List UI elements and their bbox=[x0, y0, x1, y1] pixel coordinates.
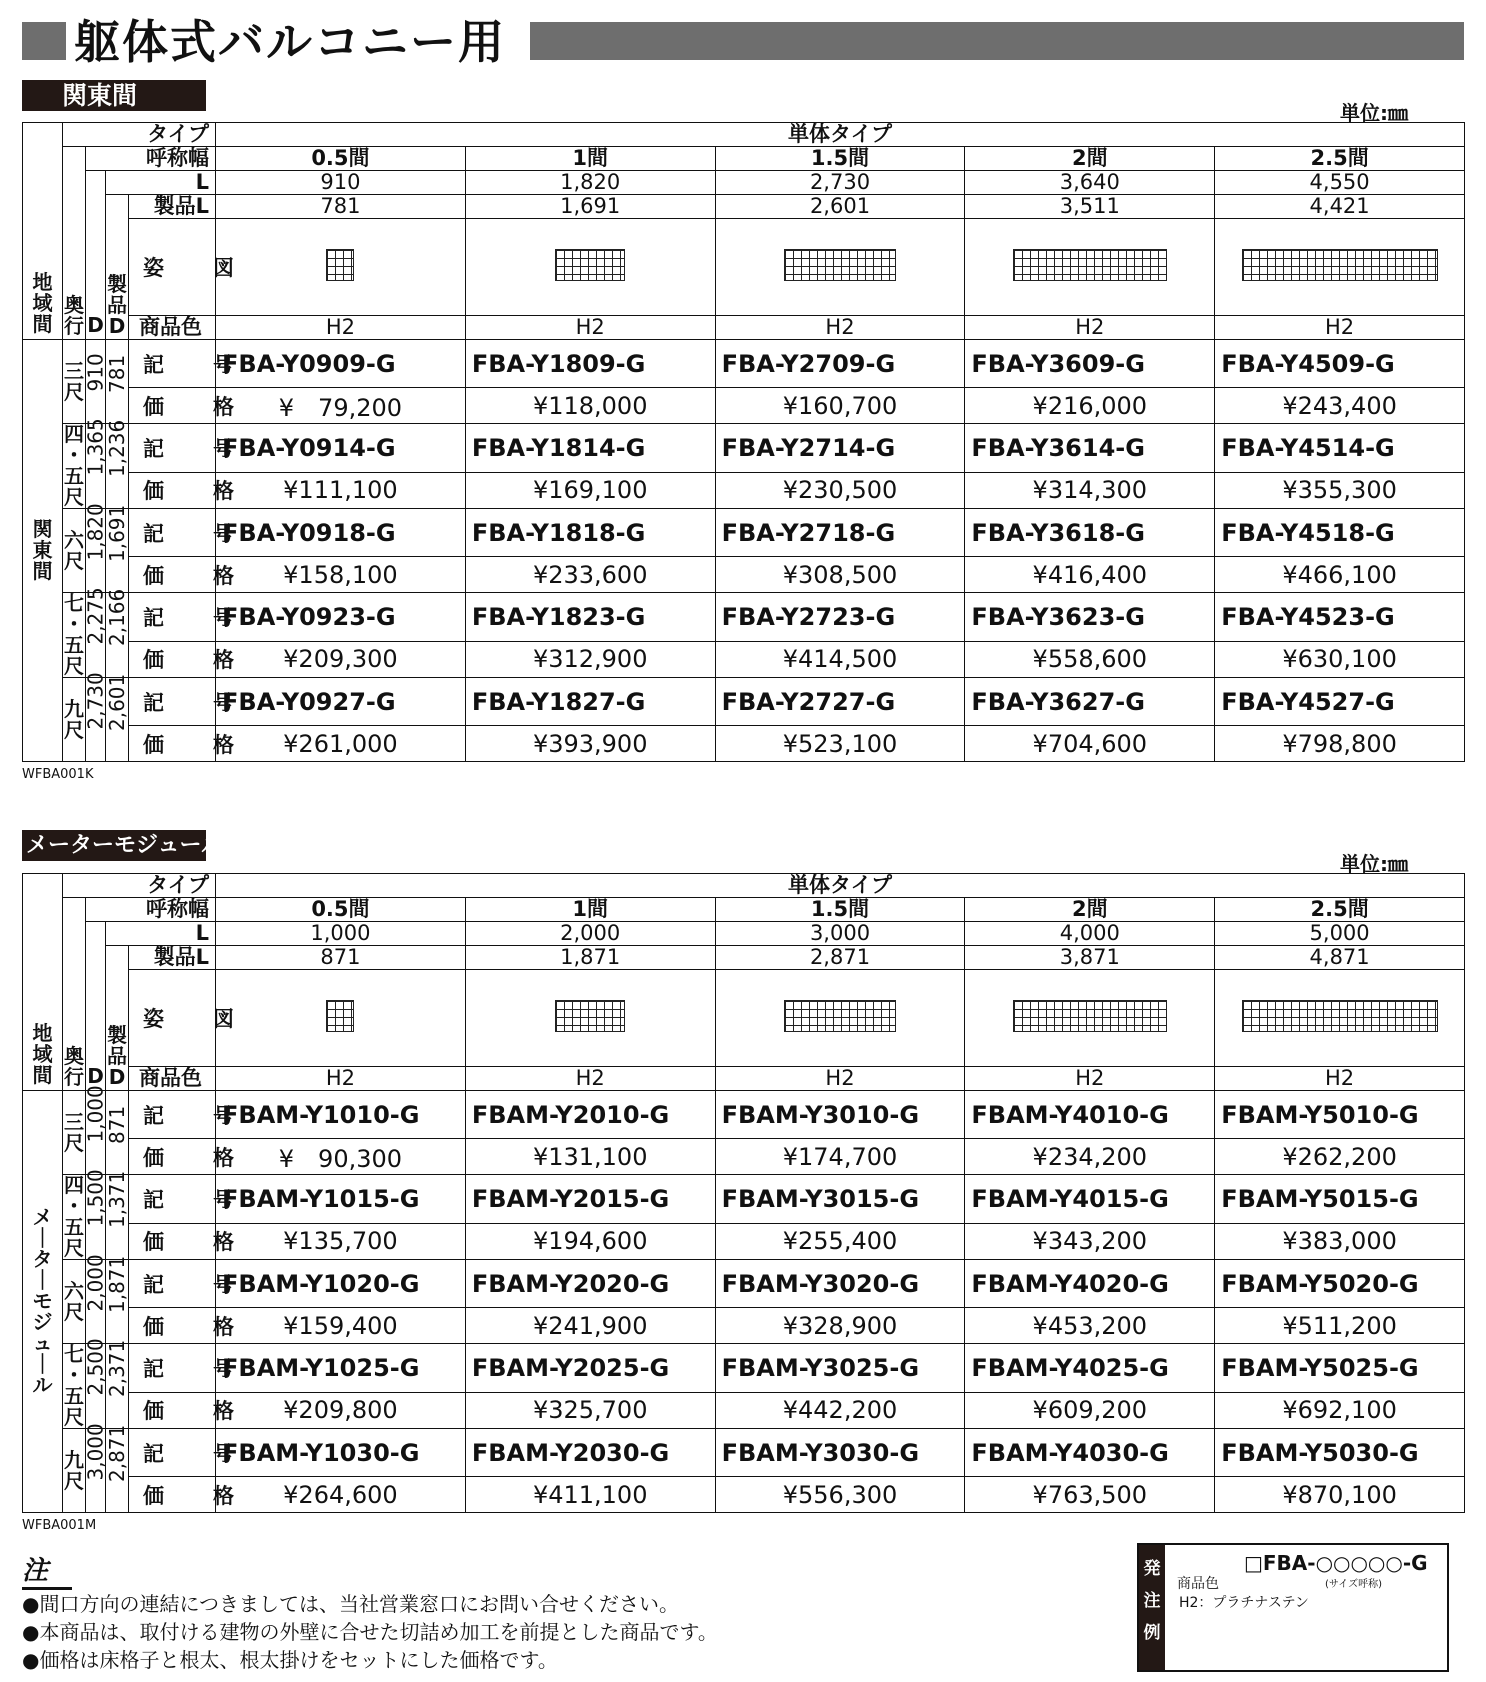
price: ¥556,300 bbox=[715, 1477, 965, 1513]
price: ¥355,300 bbox=[1215, 472, 1465, 508]
kakaku-label: 価 格 bbox=[129, 1308, 216, 1344]
size-product-l: 1,871 bbox=[465, 946, 715, 970]
price-table-meter bbox=[22, 873, 1465, 1513]
product-code: FBAM-Y4020-G bbox=[965, 1260, 1215, 1308]
product-code: FBAM-Y1015-G bbox=[216, 1175, 466, 1224]
row-depth: 九 尺 bbox=[64, 1447, 84, 1493]
price: ¥343,200 bbox=[965, 1223, 1215, 1259]
product-code: FBAM-Y3025-G bbox=[715, 1344, 965, 1393]
product-code: FBA-Y3623-G bbox=[965, 593, 1215, 642]
section-tag-meter: メーターモジュール bbox=[22, 830, 206, 861]
size-color: H2 bbox=[965, 316, 1215, 340]
product-code: FBA-Y4518-G bbox=[1215, 509, 1465, 557]
size-l: 3,000 bbox=[715, 922, 965, 946]
product-code: FBA-Y1827-G bbox=[465, 678, 715, 726]
size-name: 2間 bbox=[965, 898, 1215, 922]
size-l: 3,640 bbox=[965, 171, 1215, 195]
kigo-label: 記 号 bbox=[129, 509, 216, 557]
size-name: 2.5間 bbox=[1215, 147, 1465, 171]
size-product-l: 4,871 bbox=[1215, 946, 1465, 970]
grating-figure-icon bbox=[326, 249, 354, 281]
kigo-label: 記 号 bbox=[129, 424, 216, 473]
header-block bbox=[22, 22, 66, 60]
size-l: 2,730 bbox=[715, 171, 965, 195]
product-code: FBAM-Y2025-G bbox=[465, 1344, 715, 1393]
size-l: 5,000 bbox=[1215, 922, 1465, 946]
order-color-label: 商品色 bbox=[1177, 1576, 1219, 1592]
product-code: FBA-Y2709-G bbox=[715, 340, 965, 388]
kigo-label: 記 号 bbox=[129, 1175, 216, 1224]
size-name: 0.5間 bbox=[216, 147, 466, 171]
size-color: H2 bbox=[465, 1067, 715, 1091]
order-size-note: (サイズ呼称) bbox=[1325, 1579, 1383, 1590]
size-name: 2.5間 bbox=[1215, 898, 1465, 922]
price: ¥194,600 bbox=[465, 1223, 715, 1259]
row-d: 1,820 bbox=[83, 502, 108, 560]
price: ¥312,900 bbox=[465, 641, 715, 677]
product-code: FBAM-Y5025-G bbox=[1215, 1344, 1465, 1393]
row-d: 1,500 bbox=[83, 1169, 108, 1227]
product-code: FBA-Y4527-G bbox=[1215, 678, 1465, 726]
price: ¥261,000 bbox=[216, 726, 466, 762]
col-pd-header: 製 品 D bbox=[107, 272, 127, 338]
row-d: 2,275 bbox=[83, 587, 108, 645]
price: ¥416,400 bbox=[965, 557, 1215, 593]
col-d-header: D bbox=[86, 171, 106, 340]
product-code: FBAM-Y5015-G bbox=[1215, 1175, 1465, 1224]
row-pd: 1,236 bbox=[105, 419, 129, 477]
kakaku-label: 価 格 bbox=[129, 557, 216, 593]
kakaku-label: 価 格 bbox=[129, 726, 216, 762]
row-pd: 781 bbox=[105, 354, 129, 393]
price: ¥393,900 bbox=[465, 726, 715, 762]
size-product-l: 3,511 bbox=[965, 195, 1215, 219]
color-label: 商品色 bbox=[129, 316, 216, 340]
kakaku-label: 価 格 bbox=[129, 1392, 216, 1428]
price: ¥135,700 bbox=[216, 1223, 466, 1259]
row-d: 2,500 bbox=[83, 1338, 108, 1396]
size-l: 4,550 bbox=[1215, 171, 1465, 195]
size-product-l: 3,871 bbox=[965, 946, 1215, 970]
product-code: FBA-Y2718-G bbox=[715, 509, 965, 557]
price: ¥870,100 bbox=[1215, 1477, 1465, 1513]
product-code: FBAM-Y5030-G bbox=[1215, 1429, 1465, 1477]
grating-figure-icon bbox=[555, 249, 625, 281]
grating-figure-icon bbox=[1242, 249, 1438, 281]
grating-figure-icon bbox=[1013, 249, 1167, 281]
type-label: タイプ bbox=[63, 123, 216, 147]
kakaku-label: 価 格 bbox=[129, 1477, 216, 1513]
grating-figure-icon bbox=[784, 249, 896, 281]
grating-figure-icon bbox=[784, 1000, 896, 1032]
row-pd: 2,601 bbox=[105, 673, 129, 731]
region-name: 関 東 間 bbox=[32, 517, 53, 583]
product-code: FBA-Y2727-G bbox=[715, 678, 965, 726]
product-code: FBA-Y1818-G bbox=[465, 509, 715, 557]
price: ¥414,500 bbox=[715, 641, 965, 677]
row-pd: 871 bbox=[105, 1105, 129, 1144]
col-d-header: D bbox=[86, 922, 106, 1091]
product-code: FBAM-Y4025-G bbox=[965, 1344, 1215, 1393]
product-code: FBAM-Y5020-G bbox=[1215, 1260, 1465, 1308]
price: ¥511,200 bbox=[1215, 1308, 1465, 1344]
price: ¥314,300 bbox=[965, 472, 1215, 508]
product-code: FBA-Y0909-G bbox=[216, 340, 466, 388]
product-code: FBAM-Y1030-G bbox=[216, 1429, 466, 1477]
row-d: 3,000 bbox=[83, 1422, 108, 1480]
price: ¥216,000 bbox=[965, 388, 1215, 424]
row-d: 2,730 bbox=[83, 671, 108, 729]
size-product-l: 871 bbox=[216, 946, 466, 970]
kigo-label: 記 号 bbox=[129, 593, 216, 642]
kigo-label: 記 号 bbox=[129, 678, 216, 726]
size-name: 1.5間 bbox=[715, 147, 965, 171]
kigo-label: 記 号 bbox=[129, 340, 216, 388]
product-code: FBAM-Y1020-G bbox=[216, 1260, 466, 1308]
size-name: 1.5間 bbox=[715, 898, 965, 922]
order-color-value: H2：プラチナステン bbox=[1179, 1595, 1309, 1611]
type-value: 単体タイプ bbox=[216, 123, 1465, 147]
price: ¥118,000 bbox=[465, 388, 715, 424]
row-d: 2,000 bbox=[83, 1253, 108, 1311]
price: ¥763,500 bbox=[965, 1477, 1215, 1513]
size-color: H2 bbox=[465, 316, 715, 340]
grating-figure-icon bbox=[555, 1000, 625, 1032]
row-d: 910 bbox=[83, 352, 108, 391]
product-code: FBA-Y2714-G bbox=[715, 424, 965, 473]
price: ¥233,600 bbox=[465, 557, 715, 593]
type-label: タイプ bbox=[63, 874, 216, 898]
row-depth: 四 ・ 五 尺 bbox=[64, 422, 84, 509]
size-l: 2,000 bbox=[465, 922, 715, 946]
price: ¥159,400 bbox=[216, 1308, 466, 1344]
order-part-number: □FBA-○○○○○-G bbox=[1244, 1551, 1428, 1575]
price: ¥453,200 bbox=[965, 1308, 1215, 1344]
product-code: FBAM-Y4010-G bbox=[965, 1091, 1215, 1139]
price: ¥243,400 bbox=[1215, 388, 1465, 424]
product-code: FBAM-Y4015-G bbox=[965, 1175, 1215, 1224]
kakaku-label: 価 格 bbox=[129, 472, 216, 508]
size-color: H2 bbox=[216, 316, 466, 340]
kakaku-label: 価 格 bbox=[129, 1139, 216, 1175]
table-code: WFBA001K bbox=[22, 767, 94, 782]
size-name: 0.5間 bbox=[216, 898, 466, 922]
order-side-label: 発 注 例 bbox=[1139, 1545, 1165, 1670]
width-label: 呼称幅 bbox=[86, 147, 216, 171]
row-depth: 九 尺 bbox=[64, 696, 84, 742]
row-pd: 1,691 bbox=[105, 504, 129, 562]
product-code: FBA-Y3609-G bbox=[965, 340, 1215, 388]
row-depth: 三 尺 bbox=[64, 1109, 84, 1155]
price: ¥209,300 bbox=[216, 641, 466, 677]
type-value: 単体タイプ bbox=[216, 874, 1465, 898]
price: ¥234,200 bbox=[965, 1139, 1215, 1175]
grating-figure-icon bbox=[326, 1000, 354, 1032]
product-code: FBAM-Y1010-G bbox=[216, 1091, 466, 1139]
price: ¥558,600 bbox=[965, 641, 1215, 677]
row-depth: 三 尺 bbox=[64, 358, 84, 404]
price: ¥442,200 bbox=[715, 1392, 965, 1428]
row-depth: 七 ・ 五 尺 bbox=[64, 1342, 84, 1429]
unit-label: 単位:㎜ bbox=[1340, 101, 1408, 125]
section-tag-kanto: 関東間 bbox=[22, 80, 206, 111]
product-code: FBAM-Y2020-G bbox=[465, 1260, 715, 1308]
size-color: H2 bbox=[216, 1067, 466, 1091]
width-label: 呼称幅 bbox=[86, 898, 216, 922]
price: ¥209,800 bbox=[216, 1392, 466, 1428]
price: ¥325,700 bbox=[465, 1392, 715, 1428]
product-code: FBA-Y1814-G bbox=[465, 424, 715, 473]
product-code: FBAM-Y5010-G bbox=[1215, 1091, 1465, 1139]
size-color: H2 bbox=[715, 1067, 965, 1091]
col-region-header: 地 域 間 bbox=[32, 1021, 53, 1087]
kigo-label: 記 号 bbox=[129, 1344, 216, 1393]
region-name: メ ｜ タ ｜ モ ジ ュ ｜ ル bbox=[32, 1205, 53, 1397]
size-product-l: 781 bbox=[216, 195, 466, 219]
product-code: FBA-Y0918-G bbox=[216, 509, 466, 557]
note-line: ●本商品は、取付ける建物の外壁に合せた切詰め加工を前提とした商品です。 bbox=[22, 1620, 718, 1644]
kigo-label: 記 号 bbox=[129, 1091, 216, 1139]
price: ¥174,700 bbox=[715, 1139, 965, 1175]
size-color: H2 bbox=[1215, 316, 1465, 340]
product-code: FBAM-Y2010-G bbox=[465, 1091, 715, 1139]
product-code: FBAM-Y1025-G bbox=[216, 1344, 466, 1393]
price: ¥158,100 bbox=[216, 557, 466, 593]
price: ¥411,100 bbox=[465, 1477, 715, 1513]
row-depth: 四 ・ 五 尺 bbox=[64, 1173, 84, 1260]
product-code: FBA-Y3614-G bbox=[965, 424, 1215, 473]
size-color: H2 bbox=[1215, 1067, 1465, 1091]
price: ¥131,100 bbox=[465, 1139, 715, 1175]
col-depth-header: 奥 行 bbox=[64, 293, 84, 338]
l-label: L bbox=[106, 171, 216, 195]
product-code: FBAM-Y2015-G bbox=[465, 1175, 715, 1224]
price: ¥328,900 bbox=[715, 1308, 965, 1344]
price: ¥169,100 bbox=[465, 472, 715, 508]
size-product-l: 2,871 bbox=[715, 946, 965, 970]
row-pd: 1,871 bbox=[105, 1255, 129, 1313]
row-pd: 1,371 bbox=[105, 1170, 129, 1228]
price: ¥798,800 bbox=[1215, 726, 1465, 762]
size-product-l: 4,421 bbox=[1215, 195, 1465, 219]
size-product-l: 1,691 bbox=[465, 195, 715, 219]
product-code: FBA-Y4523-G bbox=[1215, 593, 1465, 642]
product-code: FBA-Y3627-G bbox=[965, 678, 1215, 726]
figure-label: 姿 図 bbox=[129, 219, 216, 316]
order-example bbox=[1137, 1543, 1449, 1672]
price-table-kanto bbox=[22, 122, 1465, 762]
size-color: H2 bbox=[965, 1067, 1215, 1091]
page-title: 躯体式バルコニー用 bbox=[74, 15, 506, 69]
price: ¥262,200 bbox=[1215, 1139, 1465, 1175]
price: ¥111,100 bbox=[216, 472, 466, 508]
size-product-l: 2,601 bbox=[715, 195, 965, 219]
product-code: FBA-Y0927-G bbox=[216, 678, 466, 726]
col-pd-header: 製 品 D bbox=[107, 1023, 127, 1089]
row-depth: 六 尺 bbox=[64, 527, 84, 573]
product-code: FBAM-Y3030-G bbox=[715, 1429, 965, 1477]
product-code: FBAM-Y3015-G bbox=[715, 1175, 965, 1224]
product-l-label: 製品L bbox=[129, 195, 216, 219]
product-code: FBA-Y0914-G bbox=[216, 424, 466, 473]
size-l: 4,000 bbox=[965, 922, 1215, 946]
kakaku-label: 価 格 bbox=[129, 388, 216, 424]
price: ¥308,500 bbox=[715, 557, 965, 593]
size-color: H2 bbox=[715, 316, 965, 340]
price: ¥ 90,300 bbox=[216, 1139, 466, 1175]
product-code: FBA-Y4509-G bbox=[1215, 340, 1465, 388]
product-code: FBAM-Y4030-G bbox=[965, 1429, 1215, 1477]
kigo-label: 記 号 bbox=[129, 1260, 216, 1308]
product-code: FBA-Y3618-G bbox=[965, 509, 1215, 557]
row-d: 1,000 bbox=[83, 1084, 108, 1142]
l-label: L bbox=[106, 922, 216, 946]
size-l: 910 bbox=[216, 171, 466, 195]
price: ¥704,600 bbox=[965, 726, 1215, 762]
product-code: FBA-Y1823-G bbox=[465, 593, 715, 642]
notes bbox=[22, 1555, 718, 1674]
row-pd: 2,371 bbox=[105, 1339, 129, 1397]
product-code: FBA-Y2723-G bbox=[715, 593, 965, 642]
row-d: 1,365 bbox=[83, 418, 108, 476]
grating-figure-icon bbox=[1013, 1000, 1167, 1032]
product-code: FBAM-Y3010-G bbox=[715, 1091, 965, 1139]
row-pd: 2,871 bbox=[105, 1424, 129, 1482]
price: ¥ 79,200 bbox=[216, 388, 466, 424]
price: ¥255,400 bbox=[715, 1223, 965, 1259]
unit-label: 単位:㎜ bbox=[1340, 852, 1408, 876]
price: ¥523,100 bbox=[715, 726, 965, 762]
size-name: 2間 bbox=[965, 147, 1215, 171]
product-code: FBAM-Y2030-G bbox=[465, 1429, 715, 1477]
product-code: FBA-Y1809-G bbox=[465, 340, 715, 388]
price: ¥264,600 bbox=[216, 1477, 466, 1513]
price: ¥383,000 bbox=[1215, 1223, 1465, 1259]
color-label: 商品色 bbox=[129, 1067, 216, 1091]
kakaku-label: 価 格 bbox=[129, 641, 216, 677]
price: ¥241,900 bbox=[465, 1308, 715, 1344]
kakaku-label: 価 格 bbox=[129, 1223, 216, 1259]
product-code: FBA-Y0923-G bbox=[216, 593, 466, 642]
size-name: 1間 bbox=[465, 898, 715, 922]
notes-title: 注 bbox=[22, 1555, 72, 1590]
size-name: 1間 bbox=[465, 147, 715, 171]
price: ¥609,200 bbox=[965, 1392, 1215, 1428]
col-region-header: 地 域 間 bbox=[32, 270, 53, 336]
kigo-label: 記 号 bbox=[129, 1429, 216, 1477]
row-depth: 六 尺 bbox=[64, 1278, 84, 1324]
note-line: ●間口方向の連結につきましては、当社営業窓口にお問い合せください。 bbox=[22, 1592, 680, 1616]
note-line: ●価格は床格子と根太、根太掛けをセットにした価格です。 bbox=[22, 1648, 558, 1672]
table-code: WFBA001M bbox=[22, 1518, 97, 1533]
product-code: FBA-Y4514-G bbox=[1215, 424, 1465, 473]
product-code: FBAM-Y3020-G bbox=[715, 1260, 965, 1308]
size-l: 1,000 bbox=[216, 922, 466, 946]
price: ¥230,500 bbox=[715, 472, 965, 508]
header-bar bbox=[530, 22, 1464, 60]
figure-label: 姿 図 bbox=[129, 970, 216, 1067]
grating-figure-icon bbox=[1242, 1000, 1438, 1032]
row-pd: 2,166 bbox=[105, 588, 129, 646]
size-l: 1,820 bbox=[465, 171, 715, 195]
price: ¥630,100 bbox=[1215, 641, 1465, 677]
price: ¥160,700 bbox=[715, 388, 965, 424]
col-depth-header: 奥 行 bbox=[64, 1044, 84, 1089]
product-l-label: 製品L bbox=[129, 946, 216, 970]
price: ¥466,100 bbox=[1215, 557, 1465, 593]
price: ¥692,100 bbox=[1215, 1392, 1465, 1428]
row-depth: 七 ・ 五 尺 bbox=[64, 591, 84, 678]
